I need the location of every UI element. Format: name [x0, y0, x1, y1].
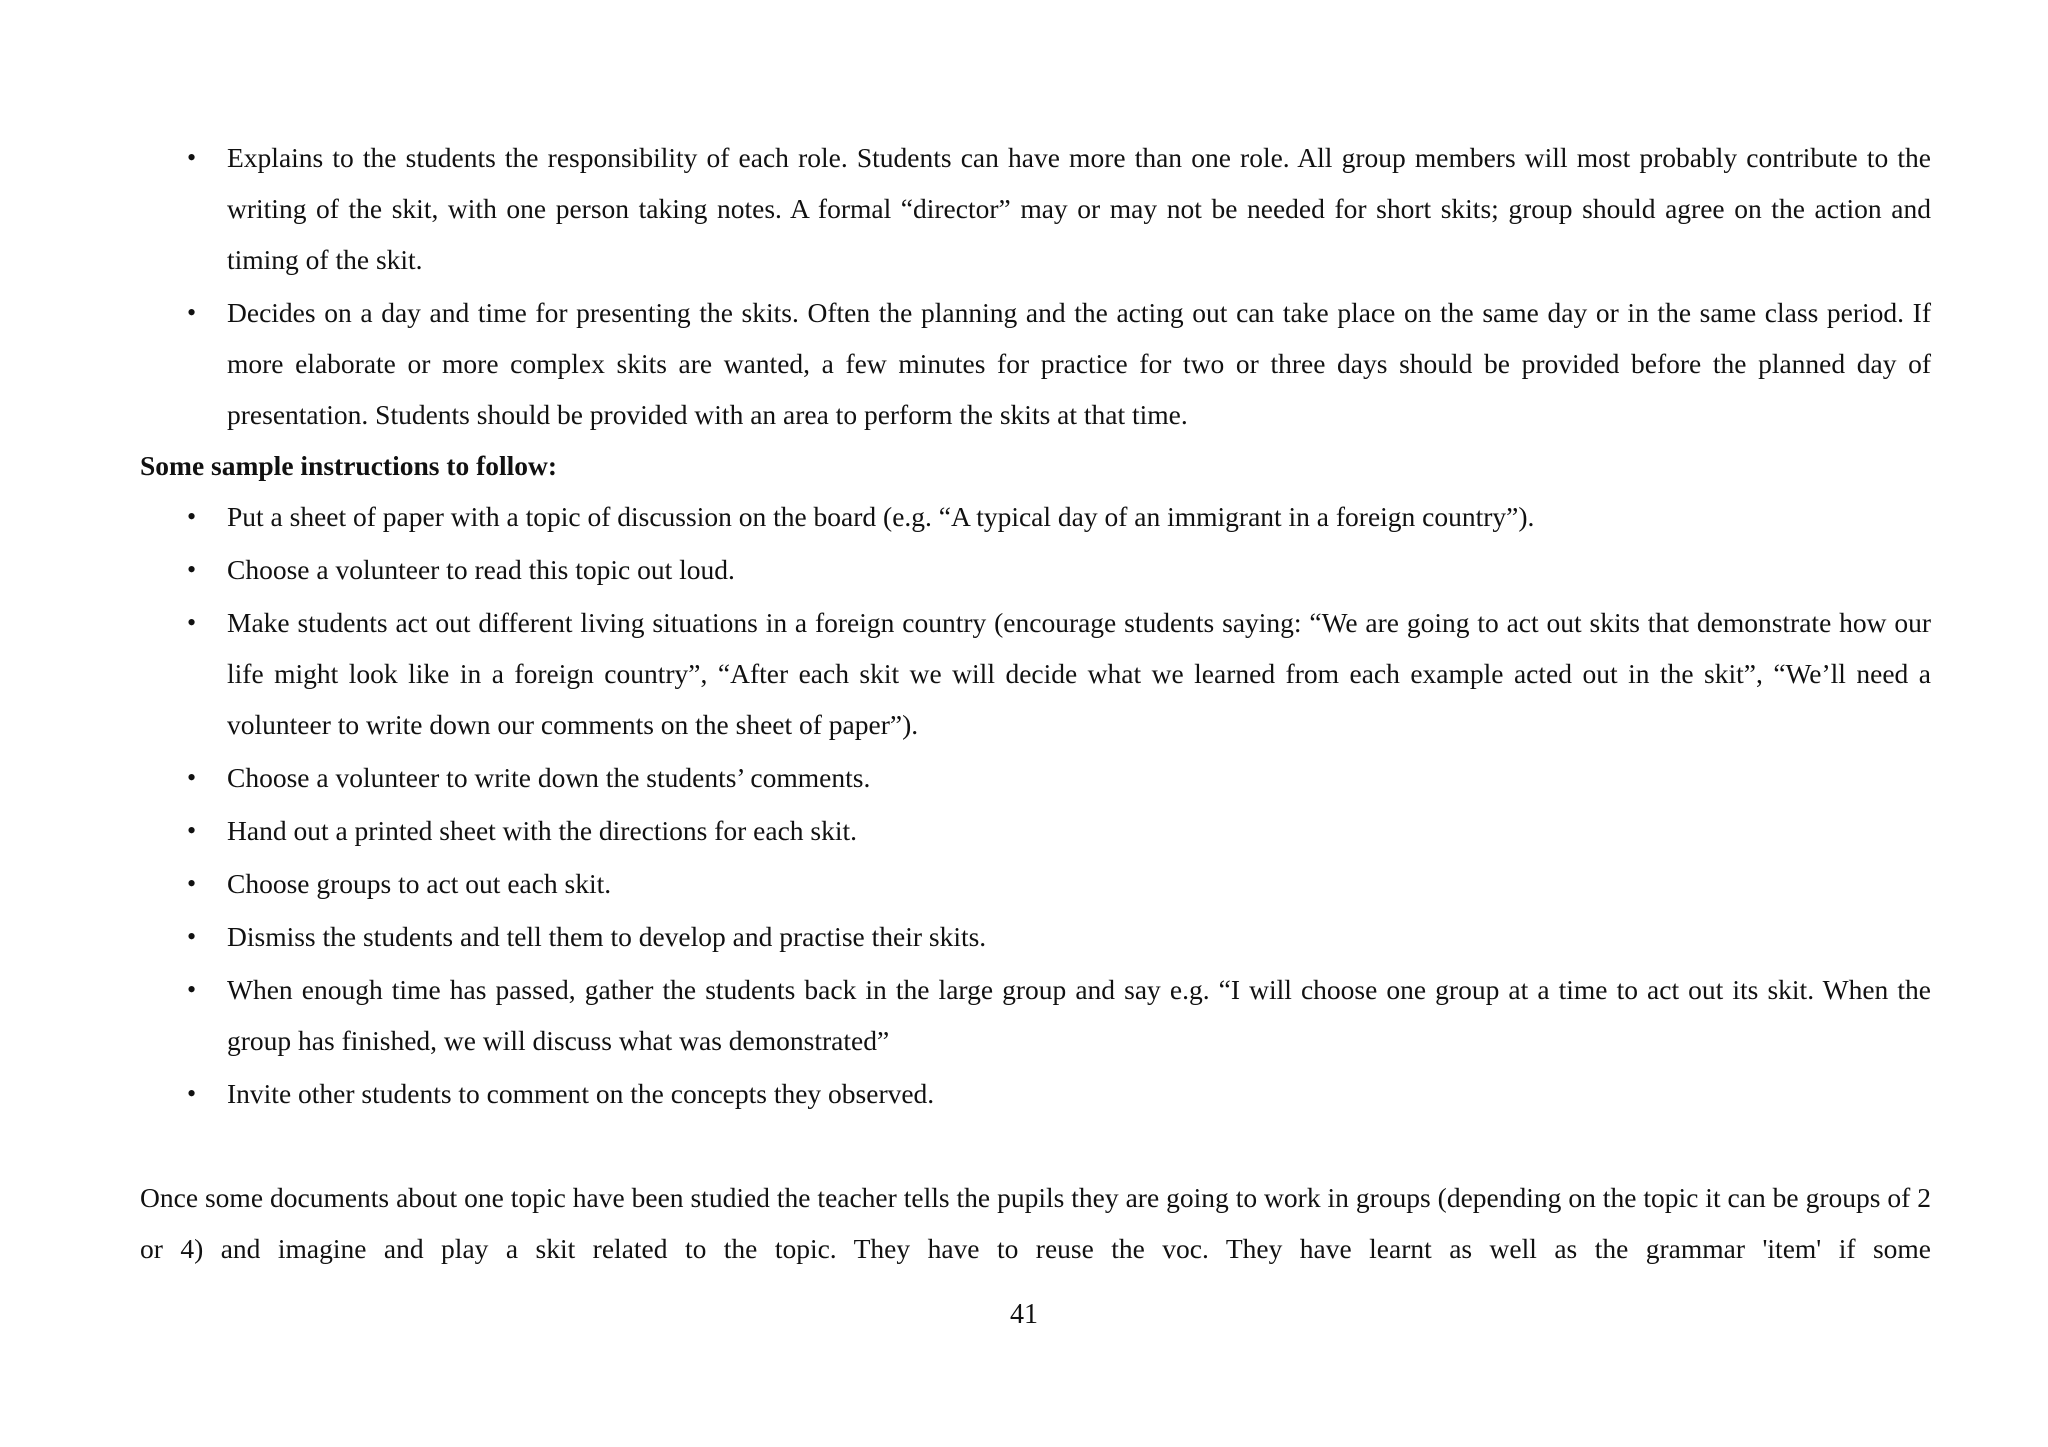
instruction-bullet-list — [140, 491, 1931, 1119]
list-item-text: Invite other students to comment on the concepts they observed. — [227, 1078, 935, 1109]
bullet-icon: • — [187, 502, 197, 531]
page-content — [140, 132, 1931, 1274]
list-item-text: Dismiss the students and tell them to develop and practise their skits. — [227, 921, 987, 952]
bullet-icon: • — [187, 975, 197, 1004]
list-item — [140, 1068, 1931, 1119]
bullet-icon: • — [187, 298, 197, 327]
role-bullet-list — [140, 132, 1931, 440]
list-item-text: Explains to the students the responsibility of each role. Students can have more than one role. All group members will most probably contribute to the writing of the skit, with one person taking notes. A formal “director” may or may not be needed for short skits; group should agree on the action and timing of the skit. — [227, 142, 1931, 275]
list-item-text: Make students act out different living situations in a foreign country (encourage students saying: “We are going to act out skits that demonstrate how our life might look like in a foreign country”, “After each skit we will decide what we learned from each example acted out in the skit”, “We’ll need a volunteer to write down our comments on the sheet of paper”). — [227, 607, 1931, 740]
bullet-icon: • — [187, 1079, 197, 1108]
list-item-text: Decides on a day and time for presenting the skits. Often the planning and the acting out can take place on the same day or in the same class period. If more elaborate or more complex skits are wanted, a few minutes for practice for two or three days should be provided before the planned day of presentation. Students should be provided with an area to perform the skits at that time. — [227, 297, 1931, 430]
bullet-icon: • — [187, 143, 197, 172]
list-item-text: Choose a volunteer to read this topic out loud. — [227, 554, 735, 585]
list-item — [140, 805, 1931, 856]
bullet-icon: • — [187, 816, 197, 845]
list-item-text: Choose groups to act out each skit. — [227, 868, 612, 899]
list-item-text: When enough time has passed, gather the students back in the large group and say e.g. “I will choose one group at a time to act out its skit. When the group has finished, we will discuss what was demonstrated” — [227, 974, 1931, 1056]
list-item — [140, 964, 1931, 1066]
list-item — [140, 132, 1931, 285]
list-item-text: Choose a volunteer to write down the students’ comments. — [227, 762, 871, 793]
closing-paragraph: Once some documents about one topic have been studied the teacher tells the pupils they are going to work in groups (depending on the topic it can be groups of 2 or 4) and imagine and play a skit related to the topic. They have to reuse the voc. They have learnt as well as the grammar 'item' if some — [140, 1182, 1931, 1264]
list-item-text: Hand out a printed sheet with the directions for each skit. — [227, 815, 858, 846]
list-item — [140, 491, 1931, 542]
page-number: 41 — [1010, 1299, 1038, 1330]
list-item-text: Put a sheet of paper with a topic of discussion on the board (e.g. “A typical day of an immigrant in a foreign country”). — [227, 501, 1535, 532]
bullet-icon: • — [187, 922, 197, 951]
section-heading: Some sample instructions to follow: — [140, 450, 558, 481]
list-item — [140, 911, 1931, 962]
list-item — [140, 287, 1931, 440]
list-item — [140, 597, 1931, 750]
bullet-icon: • — [187, 869, 197, 898]
bullet-icon: • — [187, 608, 197, 637]
bullet-icon: • — [187, 763, 197, 792]
list-item — [140, 752, 1931, 803]
list-item — [140, 858, 1931, 909]
list-item — [140, 544, 1931, 595]
bullet-icon: • — [187, 555, 197, 584]
